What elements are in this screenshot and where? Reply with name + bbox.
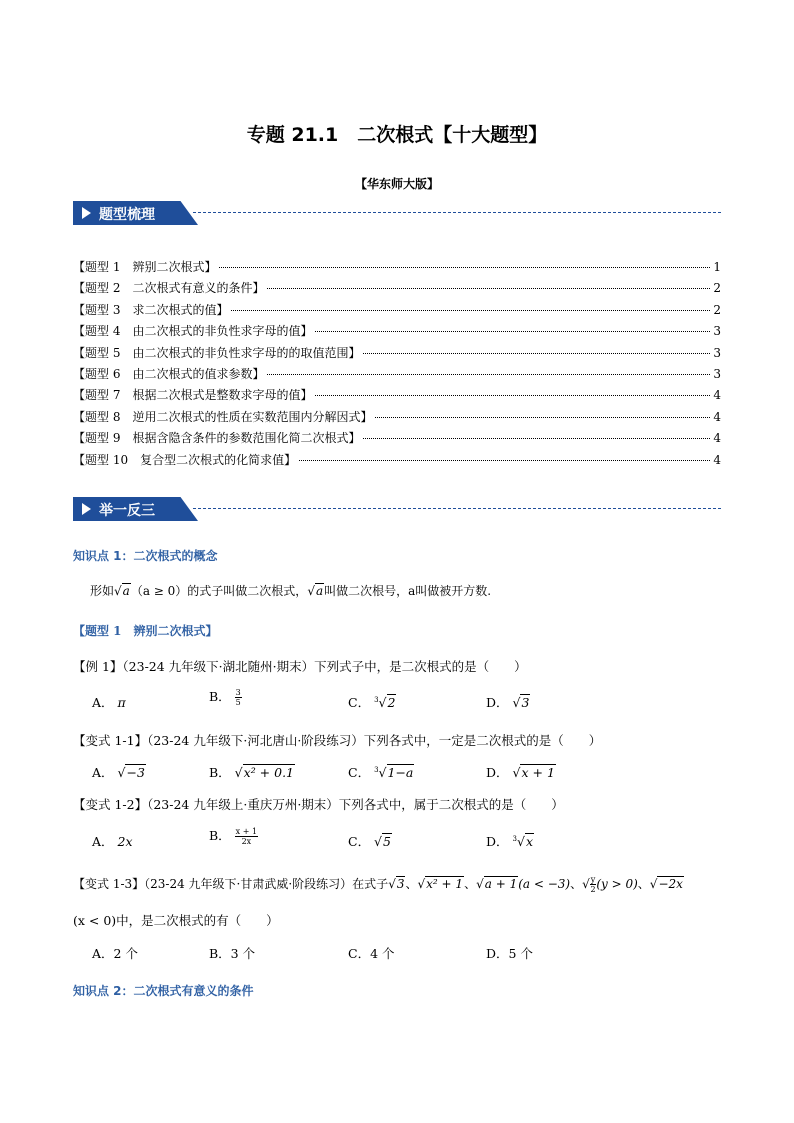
- option-b: B． $\frac{x + 1}{2x}$: [209, 827, 258, 846]
- toc-item-label: 【题型 4 由二次根式的非负性求字母的值】: [73, 324, 313, 339]
- toc-item-label: 【题型 2 二次根式有意义的条件】: [73, 281, 265, 296]
- play-arrow-icon: [82, 207, 91, 219]
- toc-item-label: 【题型 9 根据含隐含条件的参数范围化简二次根式】: [73, 431, 361, 446]
- toc-item-label: 【题型 10 复合型二次根式的化简求值】: [73, 452, 297, 467]
- toc-item[interactable]: [73, 451, 721, 472]
- option-a: A． 2x: [92, 834, 133, 849]
- toc-page-number: 2: [713, 281, 721, 296]
- question-stem: 【变式 1-1】（23-24 九年级下·河北唐山·阶段练习）下列各式中，一定是二次根式的是（ ）: [73, 733, 602, 748]
- option-d: D． $^3$√x: [486, 834, 534, 849]
- option-d: D． √3: [486, 695, 530, 710]
- toc-leader-dots: [267, 288, 710, 289]
- definition-paragraph: 形如√a（a ≥ 0）的式子叫做二次根式，√a叫做二次根号，a叫做被开方数.: [90, 584, 492, 598]
- option-b: B． √x² + 0.1: [209, 765, 295, 780]
- toc-item[interactable]: [73, 258, 721, 279]
- toc-leader-dots: [363, 438, 710, 439]
- toc-item-label: 【题型 6 由二次根式的值求参数】: [73, 366, 265, 381]
- toc-item-label: 【题型 1 辨别二次根式】: [73, 260, 217, 274]
- toc-item-label: 【题型 3 求二次根式的值】: [73, 302, 229, 317]
- option-c: C． $^3$√1−a: [348, 765, 414, 780]
- question-stem: 【例 1】（23-24 九年级下·湖北随州·期末）下列式子中，是二次根式的是（ ）: [73, 659, 527, 674]
- option-d: D．5 个: [486, 946, 533, 961]
- knowledge-point-title: 知识点 2：二次根式有意义的条件: [73, 984, 254, 998]
- toc-item[interactable]: [73, 429, 721, 450]
- toc-item[interactable]: [73, 408, 721, 429]
- option-c: C．4 个: [348, 946, 395, 961]
- option-a: A．2 个: [92, 946, 138, 961]
- toc-item-label: 【题型 5 由二次根式的非负性求字母的的取值范围】: [73, 345, 361, 360]
- question-type-heading: 【题型 1 辨别二次根式】: [73, 624, 218, 638]
- section-title: 题型梳理: [99, 207, 155, 223]
- knowledge-point-title: 知识点 1：二次根式的概念: [73, 549, 218, 563]
- toc-page-number: 3: [713, 324, 721, 339]
- edition-label: 【华东师大版】: [354, 177, 439, 191]
- option-c: C． $^3$√2: [348, 695, 396, 710]
- question-stem: 【变式 1-3】（23-24 九年级下·甘肃武威·阶段练习）在式子√3、√x² + 1、√a + 1(a < −3)、√ $\frac{y}{2}$ (y > 0)、√−2x: [73, 875, 683, 894]
- section-title: 举一反三: [99, 503, 155, 519]
- toc-leader-dots: [375, 417, 710, 418]
- toc-page-number: 3: [713, 366, 721, 381]
- toc-item[interactable]: [73, 301, 721, 322]
- toc-page-number: 2: [713, 302, 721, 317]
- question-stem: 【变式 1-2】（23-24 九年级上·重庆万州·期末）下列各式中，属于二次根式的是（ ）: [73, 797, 564, 812]
- table-of-contents: [73, 258, 721, 472]
- toc-page-number: 3: [713, 345, 721, 360]
- toc-leader-dots: [315, 395, 710, 396]
- toc-item[interactable]: [73, 279, 721, 300]
- toc-page-number: 4: [713, 409, 721, 424]
- page-title: 专题 21.1 二次根式【十大题型】: [246, 124, 548, 146]
- toc-leader-dots: [219, 267, 710, 268]
- option-b: B．3 个: [209, 946, 256, 961]
- option-c: C． √5: [348, 834, 391, 849]
- toc-page-number: 4: [713, 452, 721, 467]
- section-banner-examples: [73, 497, 721, 521]
- option-a: A． √−3: [92, 765, 145, 780]
- toc-item[interactable]: [73, 344, 721, 365]
- toc-leader-dots: [315, 331, 710, 332]
- toc-item[interactable]: [73, 322, 721, 343]
- toc-leader-dots: [299, 460, 710, 461]
- option-a: A． π: [92, 695, 126, 710]
- toc-item-label: 【题型 7 根据二次根式是整数求字母的值】: [73, 388, 313, 403]
- question-stem-continued: (x < 0)中，是二次根式的有（ ）: [73, 913, 279, 928]
- toc-page-number: 4: [713, 388, 721, 403]
- toc-item[interactable]: [73, 365, 721, 386]
- toc-leader-dots: [231, 310, 710, 311]
- option-d: D． √x + 1: [486, 765, 555, 780]
- toc-leader-dots: [267, 374, 710, 375]
- section-banner-types: [73, 201, 721, 225]
- toc-page-number: 1: [713, 260, 721, 274]
- toc-item[interactable]: [73, 386, 721, 407]
- toc-page-number: 4: [713, 431, 721, 446]
- toc-item-label: 【题型 8 逆用二次根式的性质在实数范围内分解因式】: [73, 409, 373, 424]
- option-b: B． $\frac{3}{5}$: [209, 688, 241, 707]
- play-arrow-icon: [82, 503, 91, 515]
- toc-leader-dots: [363, 353, 710, 354]
